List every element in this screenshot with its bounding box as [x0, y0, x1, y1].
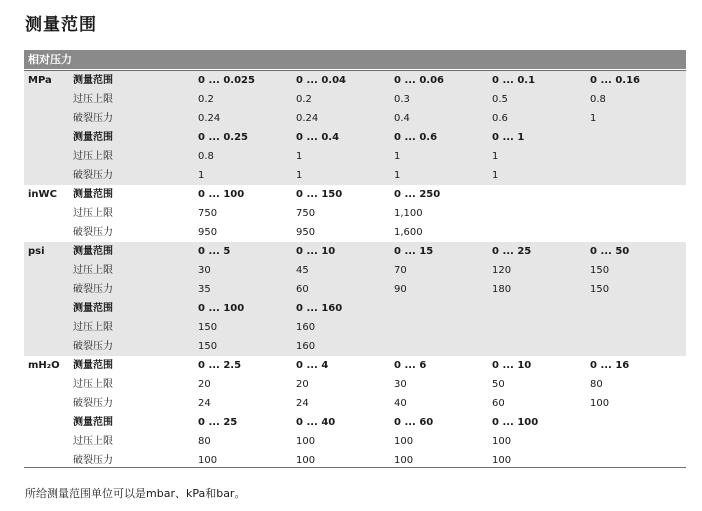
table-cell: 100 — [198, 455, 218, 466]
table-cell: 1,100 — [394, 208, 423, 219]
table-row — [24, 356, 686, 375]
table-cell: 20 — [296, 379, 309, 390]
table-cell: 0 ... 16 — [590, 360, 630, 371]
table-cell: 0 ... 160 — [296, 303, 343, 314]
table-cell: 1,600 — [394, 227, 423, 238]
row-label: 过压上限 — [73, 379, 113, 390]
table-cell: 0 ... 100 — [198, 189, 245, 200]
table-cell: 0 ... 0.4 — [296, 132, 340, 143]
table-row — [24, 147, 686, 166]
unit-label: inWC — [28, 189, 57, 200]
table-cell: 0 ... 60 — [394, 417, 434, 428]
table-cell: 35 — [198, 284, 211, 295]
table-cell: 1 — [296, 151, 303, 162]
table-cell: 0 ... 0.025 — [198, 75, 255, 86]
table-cell: 0.24 — [296, 113, 319, 124]
table-row — [24, 413, 686, 432]
row-label: 过压上限 — [73, 436, 113, 447]
table-cell: 160 — [296, 341, 316, 352]
table-cell: 80 — [590, 379, 603, 390]
table-cell: 0 ... 0.25 — [198, 132, 248, 143]
table-cell: 0.3 — [394, 94, 410, 105]
table-cell: 0.4 — [394, 113, 410, 124]
unit-label: psi — [28, 246, 45, 257]
row-label: 破裂压力 — [73, 170, 113, 181]
table-cell: 30 — [394, 379, 407, 390]
table-cell: 100 — [296, 436, 316, 447]
row-label: 过压上限 — [73, 151, 113, 162]
table-row — [24, 204, 686, 223]
table-cell: 100 — [394, 436, 414, 447]
row-label: 测量范围 — [73, 246, 113, 257]
section-header: 相对压力 — [24, 50, 686, 69]
table-row — [24, 128, 686, 147]
unit-label: mH₂O — [28, 360, 60, 371]
row-label: 破裂压力 — [73, 284, 113, 295]
table-cell: 0 ... 1 — [492, 132, 525, 143]
table-cell: 1 — [394, 170, 401, 181]
unit-group — [24, 356, 686, 470]
table-row — [24, 109, 686, 128]
table-cell: 0 ... 10 — [492, 360, 532, 371]
table-cell: 750 — [198, 208, 218, 219]
row-label: 过压上限 — [73, 94, 113, 105]
table-cell: 0.8 — [198, 151, 214, 162]
pressure-range-table — [24, 71, 686, 470]
table-cell: 0 ... 25 — [198, 417, 238, 428]
table-row — [24, 299, 686, 318]
table-cell: 150 — [590, 265, 610, 276]
table-cell: 100 — [492, 436, 512, 447]
table-cell: 160 — [296, 322, 316, 333]
table-cell: 45 — [296, 265, 309, 276]
table-cell: 180 — [492, 284, 512, 295]
table-cell: 0 ... 10 — [296, 246, 336, 257]
unit-group — [24, 185, 686, 242]
table-cell: 1 — [492, 151, 499, 162]
unit-group — [24, 242, 686, 356]
row-label: 测量范围 — [73, 417, 113, 428]
table-cell: 50 — [492, 379, 505, 390]
table-cell: 0 ... 6 — [394, 360, 427, 371]
table-cell: 0 ... 150 — [296, 189, 343, 200]
table-cell: 0 ... 5 — [198, 246, 231, 257]
table-cell: 0 ... 15 — [394, 246, 434, 257]
table-cell: 950 — [198, 227, 218, 238]
table-cell: 150 — [198, 322, 218, 333]
unit-group — [24, 71, 686, 185]
row-label: 过压上限 — [73, 208, 113, 219]
table-bottom-rule — [24, 467, 686, 468]
unit-label: MPa — [28, 75, 52, 86]
row-label: 破裂压力 — [73, 455, 113, 466]
table-cell: 0 ... 250 — [394, 189, 441, 200]
row-label: 破裂压力 — [73, 113, 113, 124]
table-cell: 0.24 — [198, 113, 221, 124]
table-cell: 0 ... 0.1 — [492, 75, 536, 86]
table-cell: 950 — [296, 227, 316, 238]
table-cell: 70 — [394, 265, 407, 276]
table-cell: 1 — [492, 170, 499, 181]
table-cell: 80 — [198, 436, 211, 447]
table-cell: 1 — [590, 113, 597, 124]
row-label: 测量范围 — [73, 75, 113, 86]
table-row — [24, 223, 686, 242]
row-label: 测量范围 — [73, 303, 113, 314]
table-cell: 150 — [198, 341, 218, 352]
table-cell: 0 ... 25 — [492, 246, 532, 257]
row-label: 过压上限 — [73, 322, 113, 333]
row-label: 破裂压力 — [73, 398, 113, 409]
table-row — [24, 185, 686, 204]
table-cell: 0 ... 0.16 — [590, 75, 640, 86]
table-cell: 100 — [590, 398, 610, 409]
table-cell: 150 — [590, 284, 610, 295]
table-cell: 0 ... 100 — [198, 303, 245, 314]
table-row — [24, 261, 686, 280]
table-row — [24, 337, 686, 356]
table-row — [24, 432, 686, 451]
page-title: 测量范围 — [25, 15, 97, 35]
table-cell: 0 ... 4 — [296, 360, 329, 371]
row-label: 破裂压力 — [73, 341, 113, 352]
table-cell: 60 — [296, 284, 309, 295]
table-top-rule — [24, 70, 686, 71]
table-cell: 60 — [492, 398, 505, 409]
row-label: 测量范围 — [73, 360, 113, 371]
table-row — [24, 242, 686, 261]
table-cell: 0.2 — [198, 94, 214, 105]
table-row — [24, 318, 686, 337]
table-cell: 1 — [296, 170, 303, 181]
table-cell: 90 — [394, 284, 407, 295]
table-cell: 20 — [198, 379, 211, 390]
table-cell: 1 — [394, 151, 401, 162]
table-row — [24, 166, 686, 185]
table-cell: 0 ... 40 — [296, 417, 336, 428]
footnote: 所给测量范围单位可以是mbar、kPa和bar。 — [25, 487, 246, 500]
table-cell: 0 ... 0.06 — [394, 75, 444, 86]
table-cell: 24 — [198, 398, 211, 409]
row-label: 过压上限 — [73, 265, 113, 276]
table-cell: 0 ... 0.04 — [296, 75, 346, 86]
row-label: 测量范围 — [73, 189, 113, 200]
row-label: 破裂压力 — [73, 227, 113, 238]
table-cell: 120 — [492, 265, 512, 276]
table-row — [24, 375, 686, 394]
table-cell: 750 — [296, 208, 316, 219]
table-cell: 100 — [492, 455, 512, 466]
table-cell: 100 — [296, 455, 316, 466]
table-row — [24, 71, 686, 90]
table-cell: 0 ... 100 — [492, 417, 539, 428]
table-cell: 0.5 — [492, 94, 508, 105]
table-cell: 0.2 — [296, 94, 312, 105]
table-cell: 0 ... 2.5 — [198, 360, 242, 371]
table-row — [24, 90, 686, 109]
table-cell: 24 — [296, 398, 309, 409]
table-row — [24, 280, 686, 299]
table-cell: 0.8 — [590, 94, 606, 105]
table-cell: 0 ... 50 — [590, 246, 630, 257]
table-cell: 40 — [394, 398, 407, 409]
table-cell: 30 — [198, 265, 211, 276]
table-cell: 1 — [198, 170, 205, 181]
table-row — [24, 394, 686, 413]
table-cell: 0.6 — [492, 113, 508, 124]
table-cell: 0 ... 0.6 — [394, 132, 438, 143]
table-cell: 100 — [394, 455, 414, 466]
row-label: 测量范围 — [73, 132, 113, 143]
